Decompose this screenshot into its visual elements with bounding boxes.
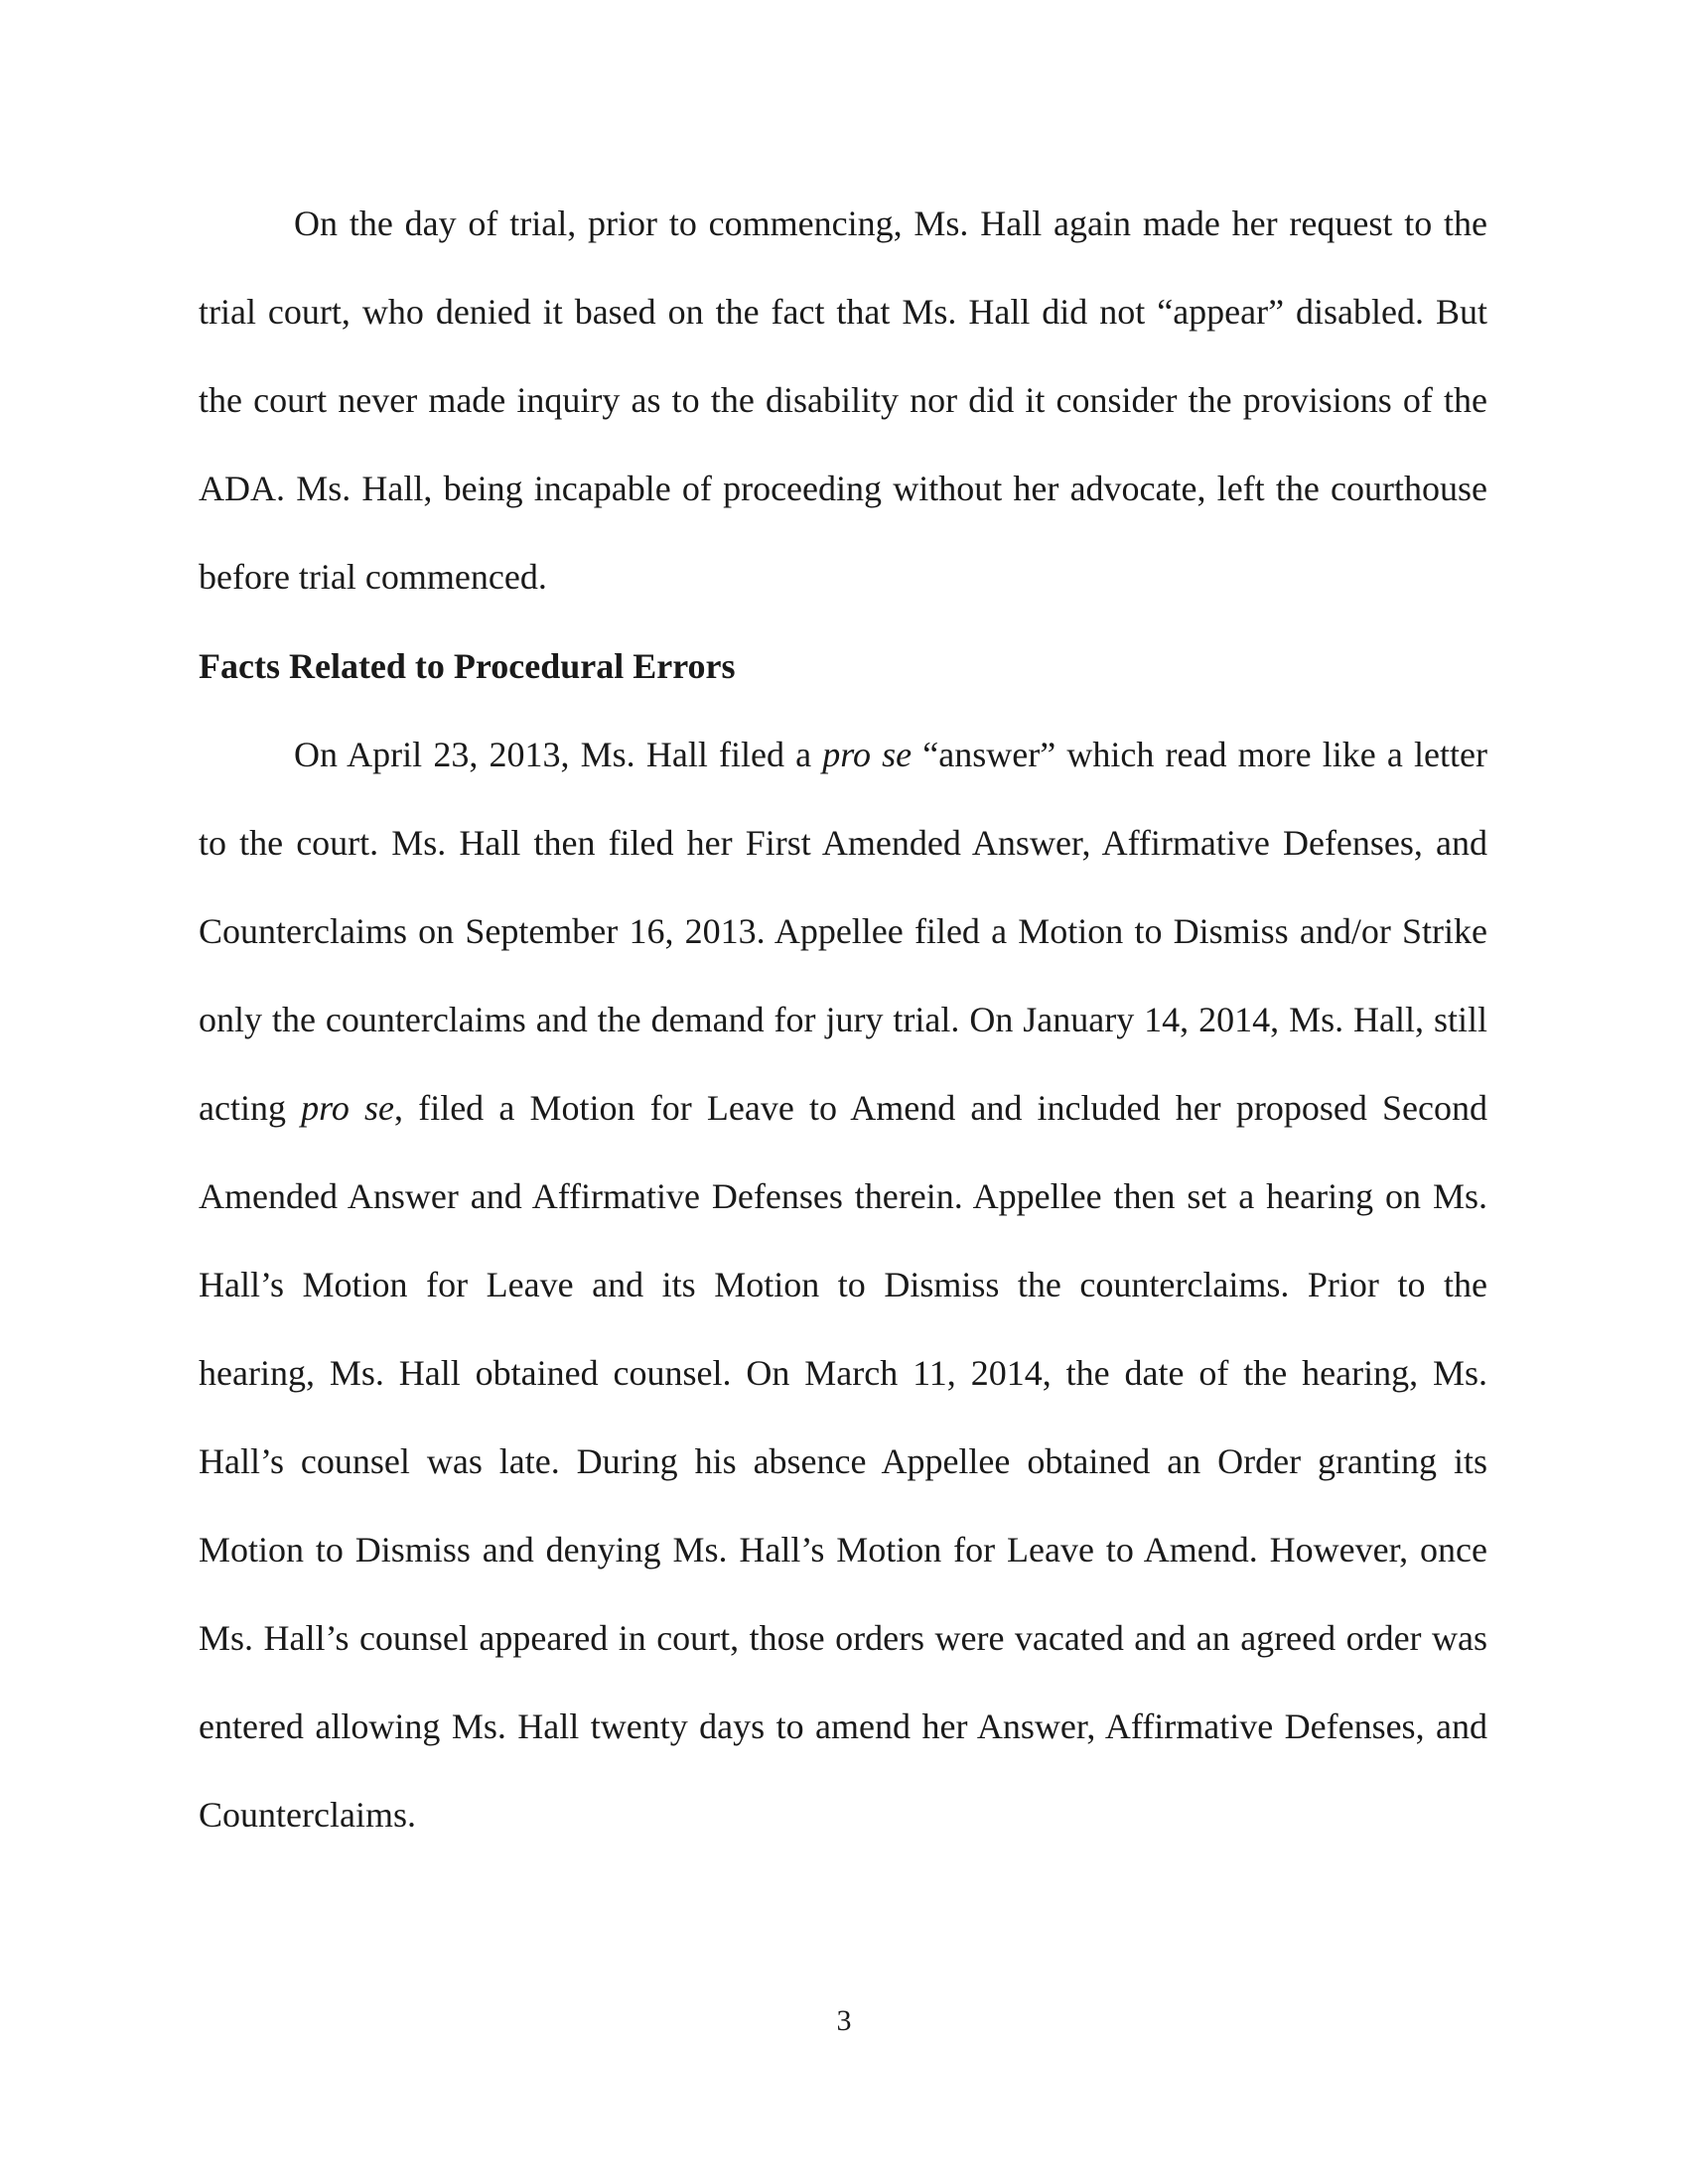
paragraph-procedural-errors	[199, 711, 1487, 1859]
body-text-top	[199, 180, 1487, 621]
page-number: 3	[836, 2004, 852, 2037]
italic-term: pro se	[301, 1088, 395, 1128]
body-text-procedural	[199, 622, 1487, 1859]
section-heading: Facts Related to Procedural Errors	[199, 646, 736, 686]
paragraph-trial-day: On the day of trial, prior to commencing, Ms. Hall again made her request to the trial court, who denied it based on the fact that Ms. Hall did not “appear” disabled. But the court never made inquiry as to the disability nor did it consider the provisions of the ADA. Ms. Hall, being incapable of proceeding without her advocate, left the courthouse before trial commenced.	[199, 204, 1487, 597]
paragraph-text-segment: On April 23, 2013, Ms. Hall filed a	[294, 735, 823, 774]
italic-term: pro se	[822, 735, 913, 774]
paragraph-text-segment: “answer” which read more like a letter to the court. Ms. Hall then filed her First Amended Answer, Affirmative Defenses, and Counterclaims on September 16, 2013. Appellee filed a Motion to Dismiss and/or Strike only the counterclaims and the demand for jury trial. On January 14, 2014, Ms. Hall, still acting	[199, 735, 1487, 1128]
paragraph-text-segment: , filed a Motion for Leave to Amend and included her proposed Second Amended Answer and Affirmative Defenses therein. Appellee then set a hearing on Ms. Hall’s Motion for Leave and its Motion to Dismiss the counterclaims. Prior to the hearing, Ms. Hall obtained counsel. On March 11, 2014, the date of the hearing, Ms. Hall’s counsel was late. During his absence Appellee obtained an Order granting its Motion to Dismiss and denying Ms. Hall’s Motion for Leave to Amend. However, once Ms. Hall’s counsel appeared in court, those orders were vacated and an agreed order was entered allowing Ms. Hall twenty days to amend her Answer, Affirmative Defenses, and Counterclaims.	[199, 1088, 1487, 1835]
